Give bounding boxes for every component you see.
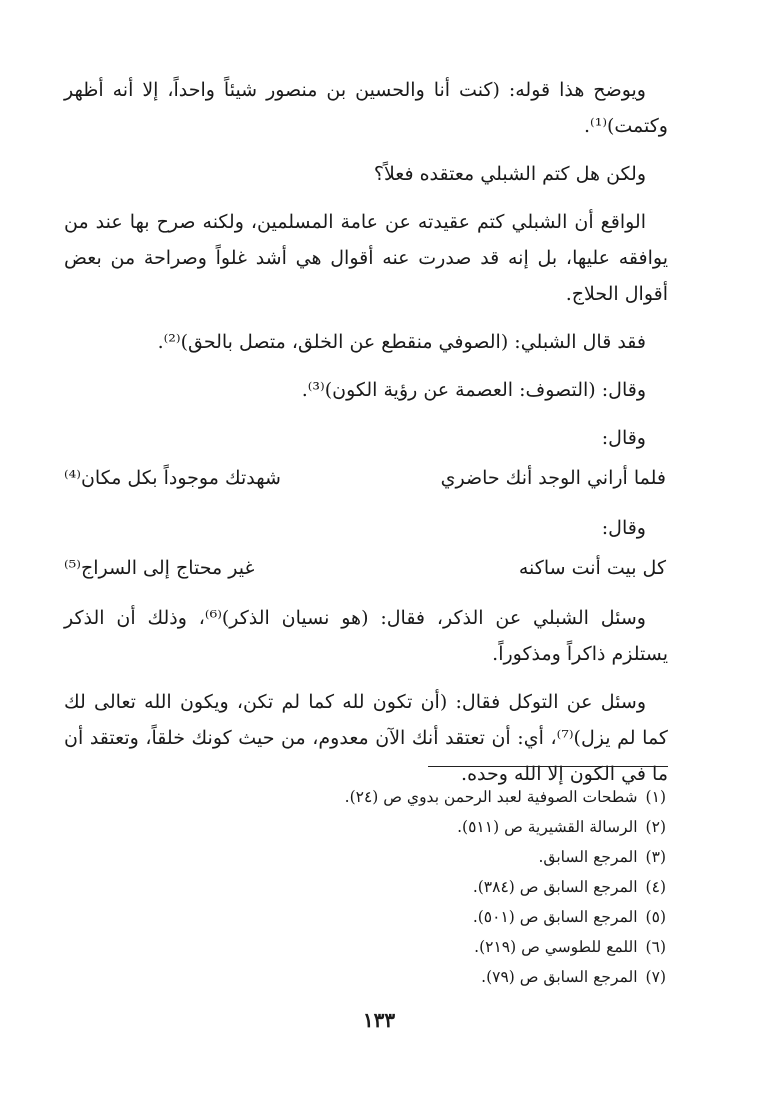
poetry-verse-1 xyxy=(64,460,668,496)
footnote-text: المرجع السابق ص (٣٨٤). xyxy=(472,878,638,896)
said-label-2: وقال: xyxy=(601,517,646,539)
main-text xyxy=(64,72,668,804)
verse-2-first-hemistich: كل بيت أنت ساكنه xyxy=(518,557,666,579)
footnote-number: (٦) xyxy=(645,938,666,956)
footnote-text: شطحات الصوفية لعبد الرحمن بدوي ص (٢٤). xyxy=(344,788,638,806)
said-label: وقال: xyxy=(601,427,646,449)
page-number: ١٣٣ xyxy=(362,1008,396,1032)
footnote-number: (٧) xyxy=(645,968,666,986)
footnote-item xyxy=(106,932,666,962)
footnote-text: اللمع للطوسي ص (٢١٩). xyxy=(474,938,638,956)
footnote-item xyxy=(106,842,666,872)
footnote-item xyxy=(106,812,666,842)
footnote-text: المرجع السابق ص (٧٩). xyxy=(481,968,638,986)
footnote-text: المرجع السابق ص (٥٠١). xyxy=(472,908,638,926)
verse-1-second-hemistich: شهدتك موجوداً بكل مكان⁽⁴⁾ xyxy=(64,467,281,489)
poetry-verse-2 xyxy=(64,550,668,586)
paragraph-reality: الواقع أن الشبلي كتم عقيدته عن عامة المسلمين، ولكنه صرح بها عند من يوافقه عليها، بل إنه قد صدرت عنه أقوال هي أشد غلواً وصراحة من بعض أقوال الحلاج. xyxy=(64,211,668,305)
footnote-number: (٣) xyxy=(645,848,666,866)
footnote-number: (١) xyxy=(645,788,666,806)
paragraph-sufi-definition: فقد قال الشبلي: (الصوفي منقطع عن الخلق، متصل بالحق)⁽²⁾. xyxy=(157,331,646,353)
verse-1-first-hemistich: فلما أراني الوجد أنك حاضري xyxy=(440,467,666,489)
verse-2-second-hemistich: غير محتاج إلى السراج⁽⁵⁾ xyxy=(64,557,255,579)
footnote-divider xyxy=(428,766,668,767)
footnote-item xyxy=(106,902,666,932)
footnote-item xyxy=(106,872,666,902)
footnote-number: (٤) xyxy=(645,878,666,896)
paragraph-tawakkul: وسئل عن التوكل فقال: (أن تكون لله كما لم تكن، ويكون الله تعالى لك كما لم يزل)⁽⁷⁾، أي: أن تعتقد أنك الآن معدوم، من حيث كونك خلقاً، وتعتقد أن ما في الكون إلا الله وحده. xyxy=(64,691,668,785)
footnote-text: الرسالة القشيرية ص (٥١١). xyxy=(457,818,638,836)
paragraph-question: ولكن هل كتم الشبلي معتقده فعلاً؟ xyxy=(373,163,646,185)
paragraph-dhikr: وسئل الشبلي عن الذكر، فقال: (هو نسيان الذكر)⁽⁶⁾، وذلك أن الذكر يستلزم ذاكراً ومذكوراً. xyxy=(64,607,668,665)
footnote-item xyxy=(106,962,666,992)
paragraph-tasawwuf-definition: وقال: (التصوف: العصمة عن رؤية الكون)⁽³⁾. xyxy=(301,379,646,401)
footnote-number: (٥) xyxy=(645,908,666,926)
paragraph-hallaj-quote: ويوضح هذا قوله: (كنت أنا والحسين بن منصور شيئاً واحداً، إلا أنه أظهر وكتمت)⁽¹⁾. xyxy=(64,79,668,137)
footnotes-list xyxy=(106,782,666,992)
footnote-item xyxy=(106,782,666,812)
footnote-number: (٢) xyxy=(645,818,666,836)
footnote-text: المرجع السابق. xyxy=(538,848,638,866)
